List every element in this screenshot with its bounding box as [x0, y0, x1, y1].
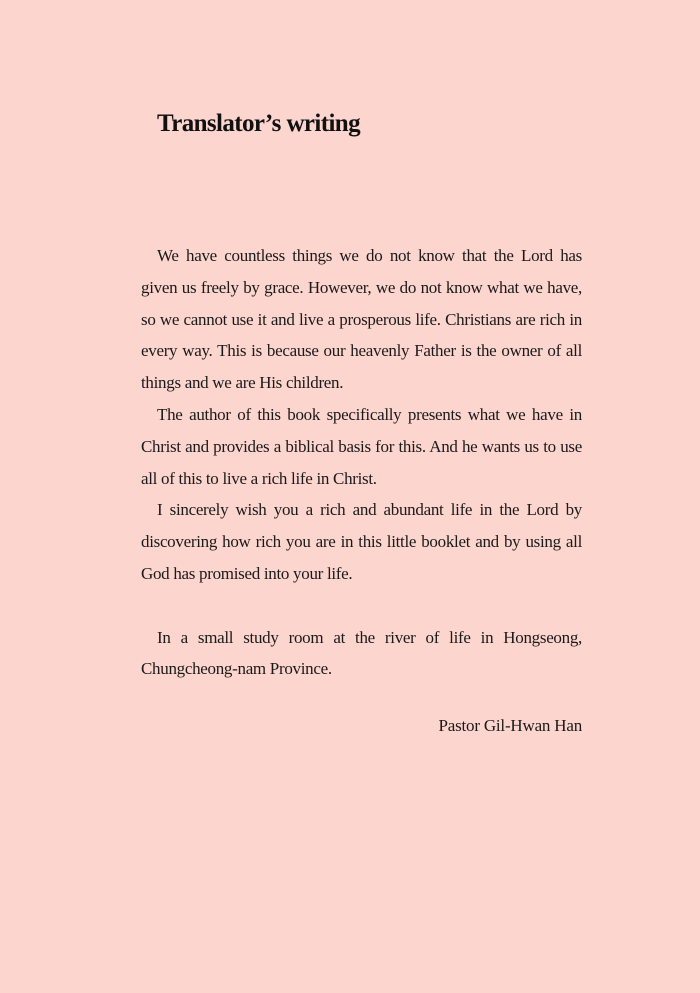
paragraph-1: We have countless things we do not know that the Lord has given us freely by grace. However, we do not know what we have, so we cannot use it and live a prosperous life. Christians are rich in every way. This is because our heavenly Father is the owner of all things and we are His children.: [141, 246, 582, 393]
body-text: [141, 240, 582, 685]
paragraph-3: I sincerely wish you a rich and abundant life in the Lord by discovering how rich you are in this little booklet and by using all God has promised into your life.: [141, 500, 582, 583]
paragraph-2: The author of this book specifically presents what we have in Christ and provides a biblical basis for this. And he wants us to use all of this to live a rich life in Christ.: [141, 404, 582, 488]
page-title: Translator’s writing: [157, 110, 361, 137]
closing-location: In a small study room at the river of life in Hongseong, Chungcheong-nam Province.: [141, 627, 582, 679]
signature: Pastor Gil-Hwan Han: [438, 716, 582, 735]
